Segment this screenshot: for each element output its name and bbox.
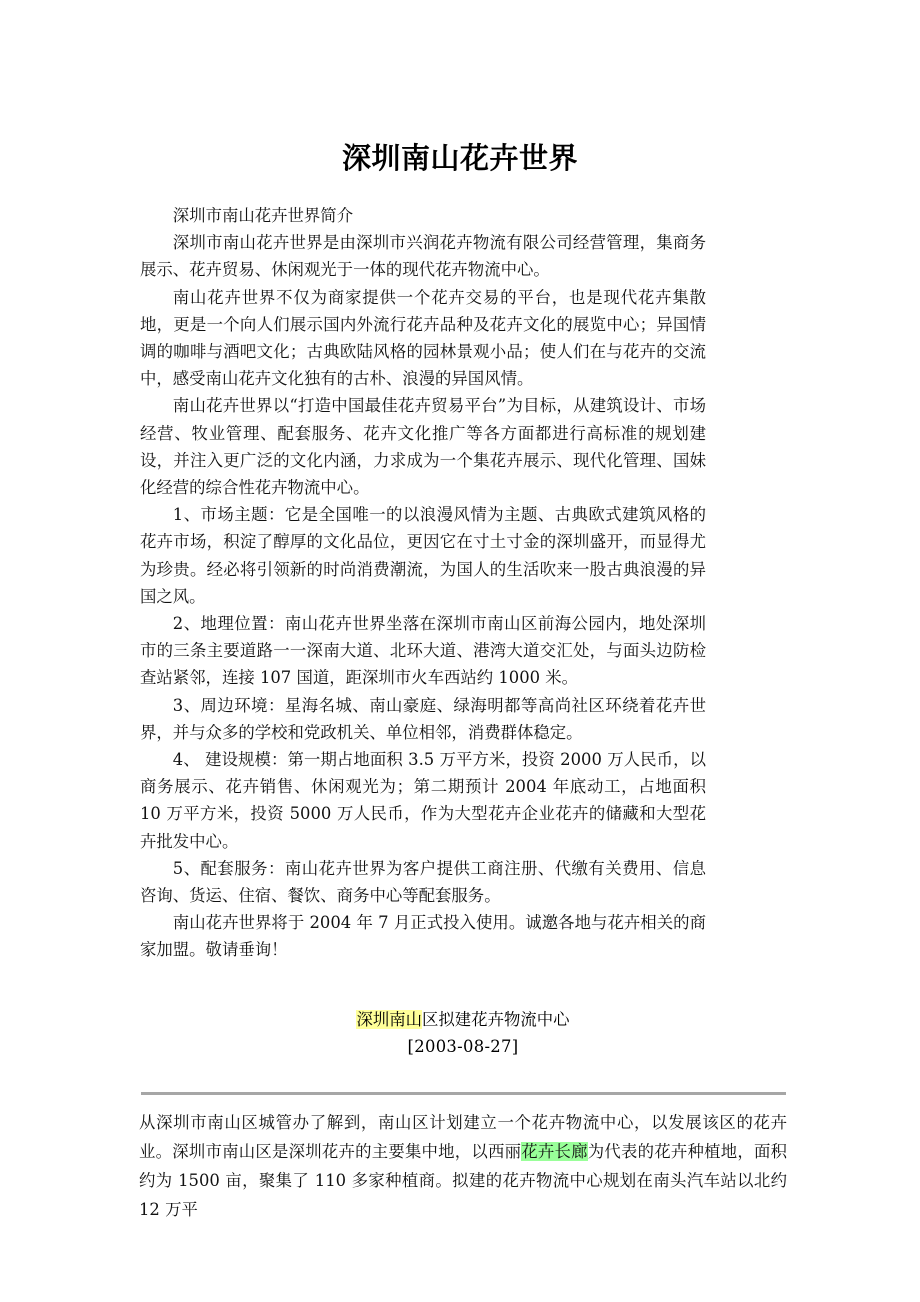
page-title: 深圳南山花卉世界 [341, 141, 578, 176]
paragraph-surroundings: 3、周边环境：星海名城、南山豪庭、绿海明都等高尚社区环绕着花卉世界，并与众多的学校和党政机关、单位相邻，消费群体稳定。 [140, 695, 706, 742]
paragraph-positioning: 南山花卉世界不仅为商家提供一个花卉交易的平台，也是现代花卉集散地，更是一个向人们展示国内外流行花卉品种及花卉文化的展览中心；异国情调的咖啡与酒吧文化；古典欧陆风格的园林景观小品；使人们在与花卉的交流中，感受南山花卉文化独有的古朴、浪漫的异国风情。 [140, 287, 706, 389]
document-body [140, 202, 706, 964]
signature-date: [2003-08-27] [407, 1037, 519, 1056]
section-divider [141, 1092, 786, 1095]
signature-block [140, 1006, 786, 1060]
footer-text-before: 从深圳市南山区城管办了解到，南山区计划建立一个花卉物流中心，以发展该区的花卉业。深圳市南山区是深圳花卉的主要集中地，以西丽 [139, 1113, 787, 1161]
paragraph-closing: 南山花卉世界将于 2004 年 7 月正式投入使用。诚邀各地与花卉相关的商家加盟。敬请垂询！ [140, 913, 706, 960]
paragraph-market-theme: 1、市场主题：它是全国唯一的以浪漫风情为主题、古典欧式建筑风格的花卉市场，积淀了醇厚的文化品位，更因它在寸土寸金的深圳盛开，而显得尤为珍贵。经必将引领新的时尚消费潮流，为国人的生活吹来一股古典浪漫的异国之风。 [140, 505, 706, 606]
paragraph-intro-heading: 深圳市南山花卉世界简介 [172, 206, 354, 225]
paragraph-construction-scale: 4、 建设规模：第一期占地面积 3.5 万平方米，投资 2000 万人民币，以商务展示、花卉销售、休闲观光为；第二期预计 2004 年底动工，占地面积 10 万平方米，投资 5000 万人民币，作为大型花卉企业花卉的储藏和大型花卉批发中心。 [140, 750, 706, 851]
paragraph-location: 2、地理位置：南山花卉世界坐落在深圳市南山区前海公园内，地处深圳市的三条主要道路一一深南大道、北环大道、港湾大道交汇处，与面头边防检查站紧邻，连接 107 国道，距深圳市火车西站约 1000 米。 [140, 614, 706, 688]
footer-text-after: 为代表的花卉种植地，面积约为 1500 亩，聚集了 110 多家种植商。拟建的花卉物流中心规划在南头汽车站以北约 12 万平 [139, 1142, 788, 1219]
signature-source-line [140, 1006, 786, 1033]
paragraph-overview: 深圳市南山花卉世界是由深圳市兴润花卉物流有限公司经营管理，集商务展示、花卉贸易、休闲观光于一体的现代花卉物流中心。 [140, 233, 706, 280]
paragraph-goal: 南山花卉世界以“打造中国最佳花卉贸易平台”为目标，从建筑设计、市场经营、牧业管理、配套服务、花卉文化推广等各方面都进行高标准的规划建设，并注入更广泛的文化内涵，力求成为一个集花卉展示、现代化管理、国妹化经营的综合性花卉物流中心。 [140, 396, 706, 498]
signature-highlight-district: 深圳南山 [356, 1010, 423, 1029]
signature-source-rest: 区拟建花卉物流中心 [422, 1010, 570, 1029]
footer-highlight-corridor: 花卉长廊 [521, 1142, 588, 1161]
footer-article [139, 1108, 787, 1224]
paragraph-support-services: 5、配套服务：南山花卉世界为客户提供工商注册、代缴有关费用、信息咨询、货运、住宿、餐饮、商务中心等配套服务。 [140, 858, 706, 906]
footer-paragraph [139, 1108, 787, 1224]
